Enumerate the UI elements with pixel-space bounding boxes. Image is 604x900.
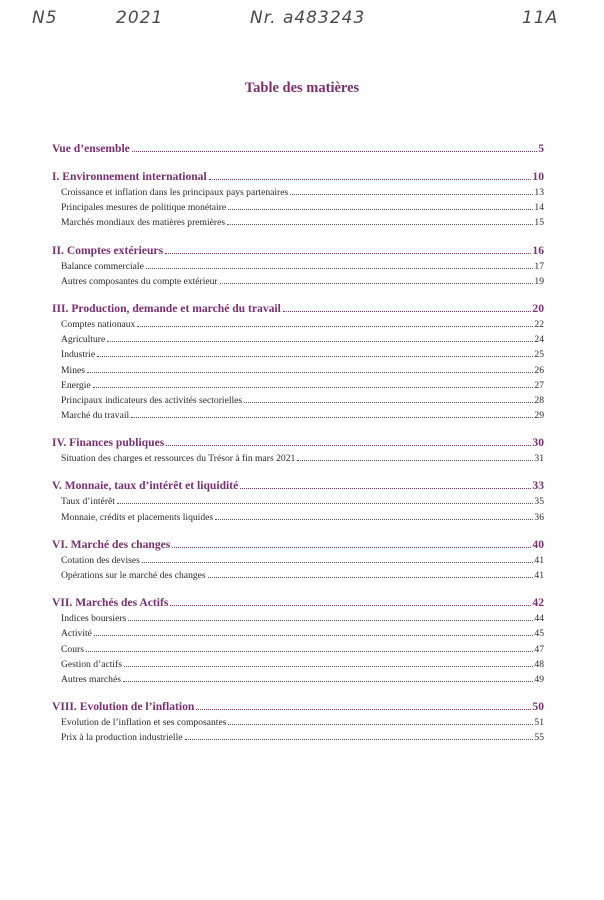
toc-item-page: 51 — [534, 717, 544, 729]
toc-section-heading[interactable] — [52, 538, 544, 555]
toc-item-page: 28 — [534, 394, 544, 406]
toc-section-page: 16 — [532, 243, 544, 257]
toc-item[interactable] — [52, 276, 544, 291]
toc-section — [52, 596, 544, 689]
toc-item-label: Situation des charges et ressources du Trésor à fin mars 2021 — [61, 453, 296, 465]
toc-item[interactable] — [52, 261, 544, 276]
dot-leader — [185, 739, 534, 740]
toc-item-page: 24 — [534, 334, 544, 346]
toc-section-heading[interactable] — [52, 436, 544, 453]
toc-item-page: 44 — [534, 613, 544, 625]
toc-item-label: Activité — [61, 628, 92, 640]
toc-item-page: 14 — [534, 202, 544, 214]
dot-leader — [137, 326, 533, 327]
toc-item[interactable] — [52, 628, 544, 643]
toc-item-label: Indices boursiers — [61, 613, 127, 625]
toc-section-title: IV. Finances publiques — [52, 436, 165, 450]
toc-item-label: Marchés mondiaux des matières premières — [61, 217, 226, 229]
toc-item-label: Mines — [61, 364, 85, 376]
toc-item[interactable] — [52, 555, 544, 570]
toc-section-heading[interactable] — [52, 596, 544, 613]
toc-item-page: 29 — [534, 410, 544, 422]
toc-section-title: V. Monnaie, taux d’intérêt et liquidité — [52, 479, 239, 493]
toc-item-label: Opérations sur le marché des changes — [61, 570, 206, 581]
toc-item-label: Evolution de l’inflation et ses composantes — [61, 717, 227, 729]
toc-item[interactable] — [52, 410, 544, 425]
toc-item-label: Principales mesures de politique monétaire — [61, 202, 227, 214]
dot-leader — [94, 635, 534, 636]
toc-section-title: Vue d’ensemble — [52, 142, 130, 155]
dot-leader — [228, 724, 533, 725]
toc-item-page: 48 — [534, 658, 544, 670]
toc-section-heading[interactable] — [52, 302, 544, 319]
dot-leader — [123, 681, 533, 682]
handwritten-annotation-3: Nr. a483243 — [250, 8, 366, 28]
toc-section-heading[interactable] — [52, 142, 544, 159]
dot-leader — [170, 605, 531, 606]
toc-section-title: II. Comptes extérieurs — [52, 243, 164, 257]
toc-section-page: 40 — [532, 537, 544, 551]
toc-section — [52, 244, 544, 291]
toc-item-page: 49 — [534, 673, 544, 685]
toc-item-page: 31 — [534, 453, 544, 465]
dot-leader — [128, 620, 533, 621]
toc-item-label: Principaux indicateurs des activités sectorielles — [61, 394, 243, 406]
toc-item-page: 45 — [534, 628, 544, 640]
toc-item[interactable] — [52, 732, 544, 747]
toc-item-label: Comptes nationaux — [61, 318, 136, 330]
toc-section-title: VIII. Evolution de l’inflation — [52, 700, 195, 714]
dot-leader — [220, 283, 534, 284]
toc-item-page: 41 — [534, 554, 544, 566]
toc-section — [52, 479, 544, 526]
toc-section — [52, 302, 544, 425]
handwritten-annotation-2: 2021 — [116, 8, 164, 28]
toc-item-page: 35 — [534, 496, 544, 508]
toc-item[interactable] — [52, 334, 544, 349]
dot-leader — [240, 488, 531, 489]
toc-section-heading[interactable] — [52, 244, 544, 261]
toc-item[interactable] — [52, 613, 544, 628]
toc-item-page: 15 — [534, 217, 544, 229]
toc-item-label: Energie — [61, 379, 91, 391]
toc-item-label: Monnaie, crédits et placements liquides — [61, 511, 214, 523]
dot-leader — [228, 209, 533, 210]
toc-item[interactable] — [52, 217, 544, 232]
toc-item[interactable] — [52, 202, 544, 217]
toc-section-title: VII. Marchés des Actifs — [52, 596, 169, 610]
toc-section-title: VI. Marché des changes — [52, 537, 171, 551]
handwritten-annotation-4: 11A — [522, 8, 559, 28]
dot-leader — [117, 503, 533, 504]
toc-item[interactable] — [52, 187, 544, 202]
toc-item-label: Agriculture — [61, 334, 106, 346]
toc-item-page: 13 — [534, 187, 544, 198]
toc-item-label: Cotation des devises — [61, 554, 140, 566]
dot-leader — [290, 194, 533, 195]
toc-item-label: Marché du travail — [61, 410, 130, 422]
dot-leader — [244, 402, 533, 403]
toc-section — [52, 142, 544, 159]
dot-leader — [107, 341, 533, 342]
toc-section — [52, 538, 544, 585]
toc-item-label: Taux d’intérêt — [61, 496, 115, 508]
toc-section-page: 10 — [532, 170, 544, 183]
toc-item-page: 17 — [534, 260, 544, 272]
table-of-contents — [52, 142, 544, 759]
toc-item-page: 19 — [534, 275, 544, 287]
toc-item[interactable] — [52, 659, 544, 674]
toc-section-title: I. Environnement international — [52, 170, 207, 183]
dot-leader — [208, 577, 534, 578]
toc-item[interactable] — [52, 349, 544, 364]
dot-leader — [131, 417, 533, 418]
dot-leader — [196, 709, 531, 710]
dot-leader — [132, 151, 537, 152]
toc-item[interactable] — [52, 496, 544, 511]
dot-leader — [297, 460, 533, 461]
toc-section — [52, 170, 544, 233]
toc-item[interactable] — [52, 512, 544, 527]
toc-item-page: 26 — [534, 364, 544, 376]
toc-item-label: Croissance et inflation dans les principaux pays partenaires — [61, 187, 289, 198]
dot-leader — [165, 253, 531, 254]
dot-leader — [283, 311, 532, 312]
toc-item-label: Gestion d’actifs — [61, 658, 123, 670]
dot-leader — [215, 519, 533, 520]
toc-item-label: Balance commerciale — [61, 260, 144, 272]
dot-leader — [86, 651, 533, 652]
dot-leader — [124, 666, 533, 667]
toc-item-page: 41 — [534, 570, 544, 581]
dot-leader — [209, 179, 532, 180]
dot-leader — [97, 356, 533, 357]
dot-leader — [142, 562, 534, 563]
toc-item[interactable] — [52, 395, 544, 410]
toc-item-page: 36 — [534, 511, 544, 523]
handwritten-annotation-1: N5 — [32, 8, 58, 28]
toc-section-page: 50 — [532, 700, 544, 714]
toc-item[interactable] — [52, 380, 544, 395]
toc-section — [52, 700, 544, 747]
dot-leader — [87, 372, 533, 373]
toc-item-label: Prix à la production industrielle — [61, 732, 183, 744]
toc-item-page: 22 — [534, 318, 544, 330]
toc-item-page: 47 — [534, 643, 544, 655]
toc-item[interactable] — [52, 674, 544, 689]
toc-item[interactable] — [52, 319, 544, 334]
dot-leader — [146, 268, 534, 269]
toc-section-page: 5 — [538, 142, 544, 155]
toc-section-heading[interactable] — [52, 479, 544, 496]
toc-item-page: 55 — [534, 732, 544, 744]
dot-leader — [227, 224, 533, 225]
toc-item-label: Industrie — [61, 349, 96, 361]
toc-section-heading[interactable] — [52, 170, 544, 187]
toc-item[interactable] — [52, 717, 544, 732]
toc-item[interactable] — [52, 365, 544, 380]
toc-section-page: 33 — [532, 479, 544, 493]
toc-item[interactable] — [52, 644, 544, 659]
toc-item-label: Autres composantes du compte extérieur — [61, 275, 218, 287]
toc-item[interactable] — [52, 570, 544, 585]
toc-section-page: 30 — [532, 436, 544, 450]
page-title: Table des matières — [244, 80, 360, 96]
toc-item[interactable] — [52, 453, 544, 468]
dot-leader — [166, 445, 531, 446]
toc-item-page: 27 — [534, 379, 544, 391]
toc-section — [52, 436, 544, 468]
toc-item-label: Autres marchés — [61, 673, 121, 685]
toc-section-page: 42 — [532, 596, 544, 610]
toc-item-label: Cours — [61, 643, 84, 655]
dot-leader — [93, 387, 534, 388]
dot-leader — [172, 547, 531, 548]
toc-section-page: 20 — [532, 301, 544, 315]
toc-item-page: 25 — [534, 349, 544, 361]
toc-section-heading[interactable] — [52, 700, 544, 717]
toc-section-title: III. Production, demande et marché du travail — [52, 301, 281, 315]
